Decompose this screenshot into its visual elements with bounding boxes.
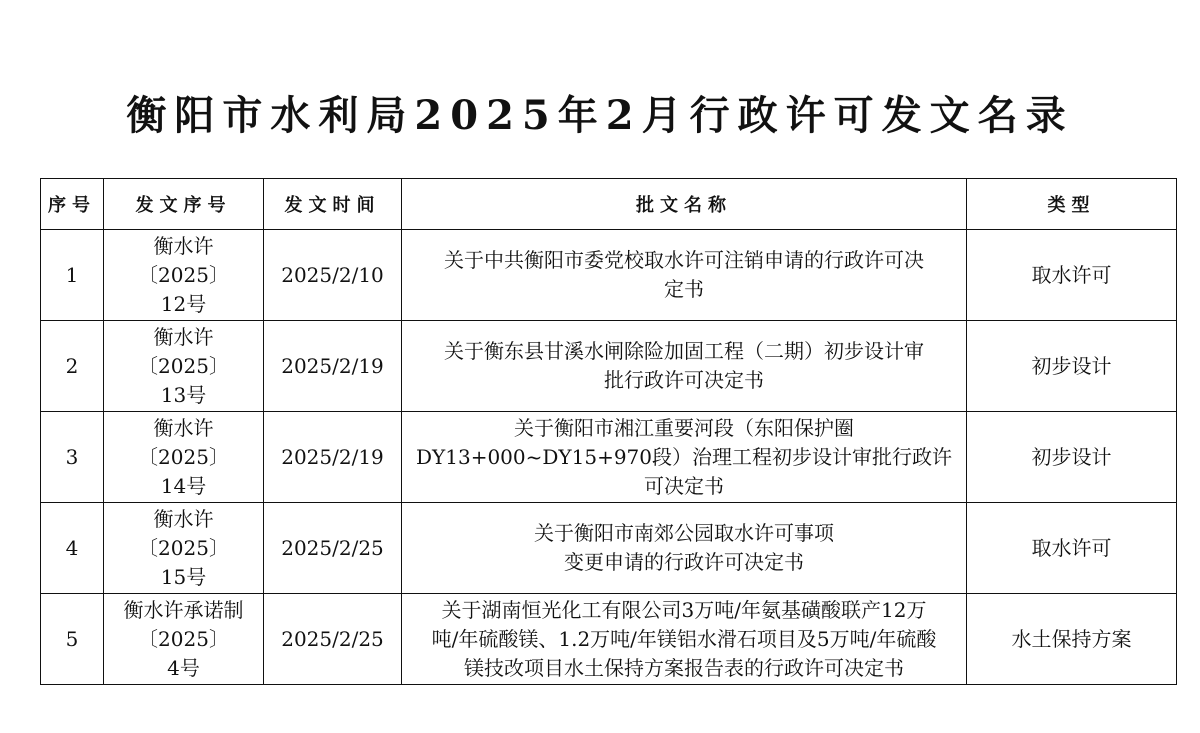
doc-no-line: 衡水许 [153, 324, 214, 349]
name-line: 关于衡阳市湘江重要河段（东阳保护圈 [514, 415, 854, 440]
page-title: 衡阳市水利局2025年2月行政许可发文名录 [126, 92, 1074, 139]
name-line: 可决定书 [644, 473, 724, 498]
doc-no-line: 〔2025〕 [138, 535, 229, 560]
doc-no-line: 〔2025〕 [138, 444, 229, 469]
doc-no-line: 衡水许 [153, 415, 214, 440]
doc-no-line: 〔2025〕 [138, 626, 229, 651]
column-header-type: 类型 [967, 179, 1177, 230]
name-line: 变更申请的行政许可决定书 [564, 550, 804, 574]
row-index: 4 [41, 503, 104, 594]
doc-no-line: 14号 [160, 473, 207, 498]
name-line: 关于衡阳市南郊公园取水许可事项 [534, 521, 834, 545]
records-table [40, 178, 1177, 685]
row-name [402, 503, 967, 594]
table-row [41, 594, 1177, 685]
table-row [41, 503, 1177, 594]
doc-no-line: 衡水许 [153, 506, 214, 531]
row-date: 2025/2/19 [264, 412, 402, 503]
column-header-doc-no: 发文序号 [104, 179, 264, 230]
name-line: 关于衡东县甘溪水闸除险加固工程（二期）初步设计审 [444, 339, 924, 363]
row-index: 3 [41, 412, 104, 503]
doc-no-line: 衡水许 [153, 233, 214, 258]
name-line: 吨/年硫酸镁、1.2万吨/年镁铝水滑石项目及5万吨/年硫酸 [431, 626, 937, 651]
row-type: 取水许可 [967, 503, 1177, 594]
row-date: 2025/2/19 [264, 321, 402, 412]
row-doc-no [104, 321, 264, 412]
row-doc-no [104, 594, 264, 685]
name-line: 批行政许可决定书 [604, 368, 764, 392]
row-type: 取水许可 [967, 230, 1177, 321]
doc-no-line: 15号 [160, 564, 207, 589]
column-header-date: 发文时间 [264, 179, 402, 230]
doc-no-line: 12号 [160, 291, 207, 316]
table-row [41, 230, 1177, 321]
row-index: 2 [41, 321, 104, 412]
row-index: 5 [41, 594, 104, 685]
row-name [402, 412, 967, 503]
row-date: 2025/2/25 [264, 594, 402, 685]
row-name [402, 230, 967, 321]
doc-no-line: 13号 [160, 382, 207, 407]
row-index: 1 [41, 230, 104, 321]
name-line: DY13+000~DY15+970段）治理工程初步设计审批行政许 [416, 444, 952, 469]
row-type: 初步设计 [967, 412, 1177, 503]
column-header-name: 批文名称 [402, 179, 967, 230]
name-line: 定书 [664, 277, 704, 301]
row-name [402, 321, 967, 412]
row-date: 2025/2/10 [264, 230, 402, 321]
table-row [41, 412, 1177, 503]
row-type: 初步设计 [967, 321, 1177, 412]
row-doc-no [104, 230, 264, 321]
doc-no-line: 〔2025〕 [138, 262, 229, 287]
row-type: 水土保持方案 [967, 594, 1177, 685]
doc-no-line: 〔2025〕 [138, 353, 229, 378]
row-doc-no [104, 412, 264, 503]
column-header-index: 序号 [41, 179, 104, 230]
row-name [402, 594, 967, 685]
doc-no-line: 衡水许承诺制 [123, 597, 244, 622]
table-header-row [41, 179, 1177, 230]
row-doc-no [104, 503, 264, 594]
doc-no-line: 4号 [167, 655, 200, 680]
name-line: 镁技改项目水土保持方案报告表的行政许可决定书 [464, 655, 904, 680]
row-date: 2025/2/25 [264, 503, 402, 594]
name-line: 关于湖南恒光化工有限公司3万吨/年氨基磺酸联产12万 [441, 597, 927, 622]
name-line: 关于中共衡阳市委党校取水许可注销申请的行政许可决 [444, 248, 924, 272]
table-row [41, 321, 1177, 412]
